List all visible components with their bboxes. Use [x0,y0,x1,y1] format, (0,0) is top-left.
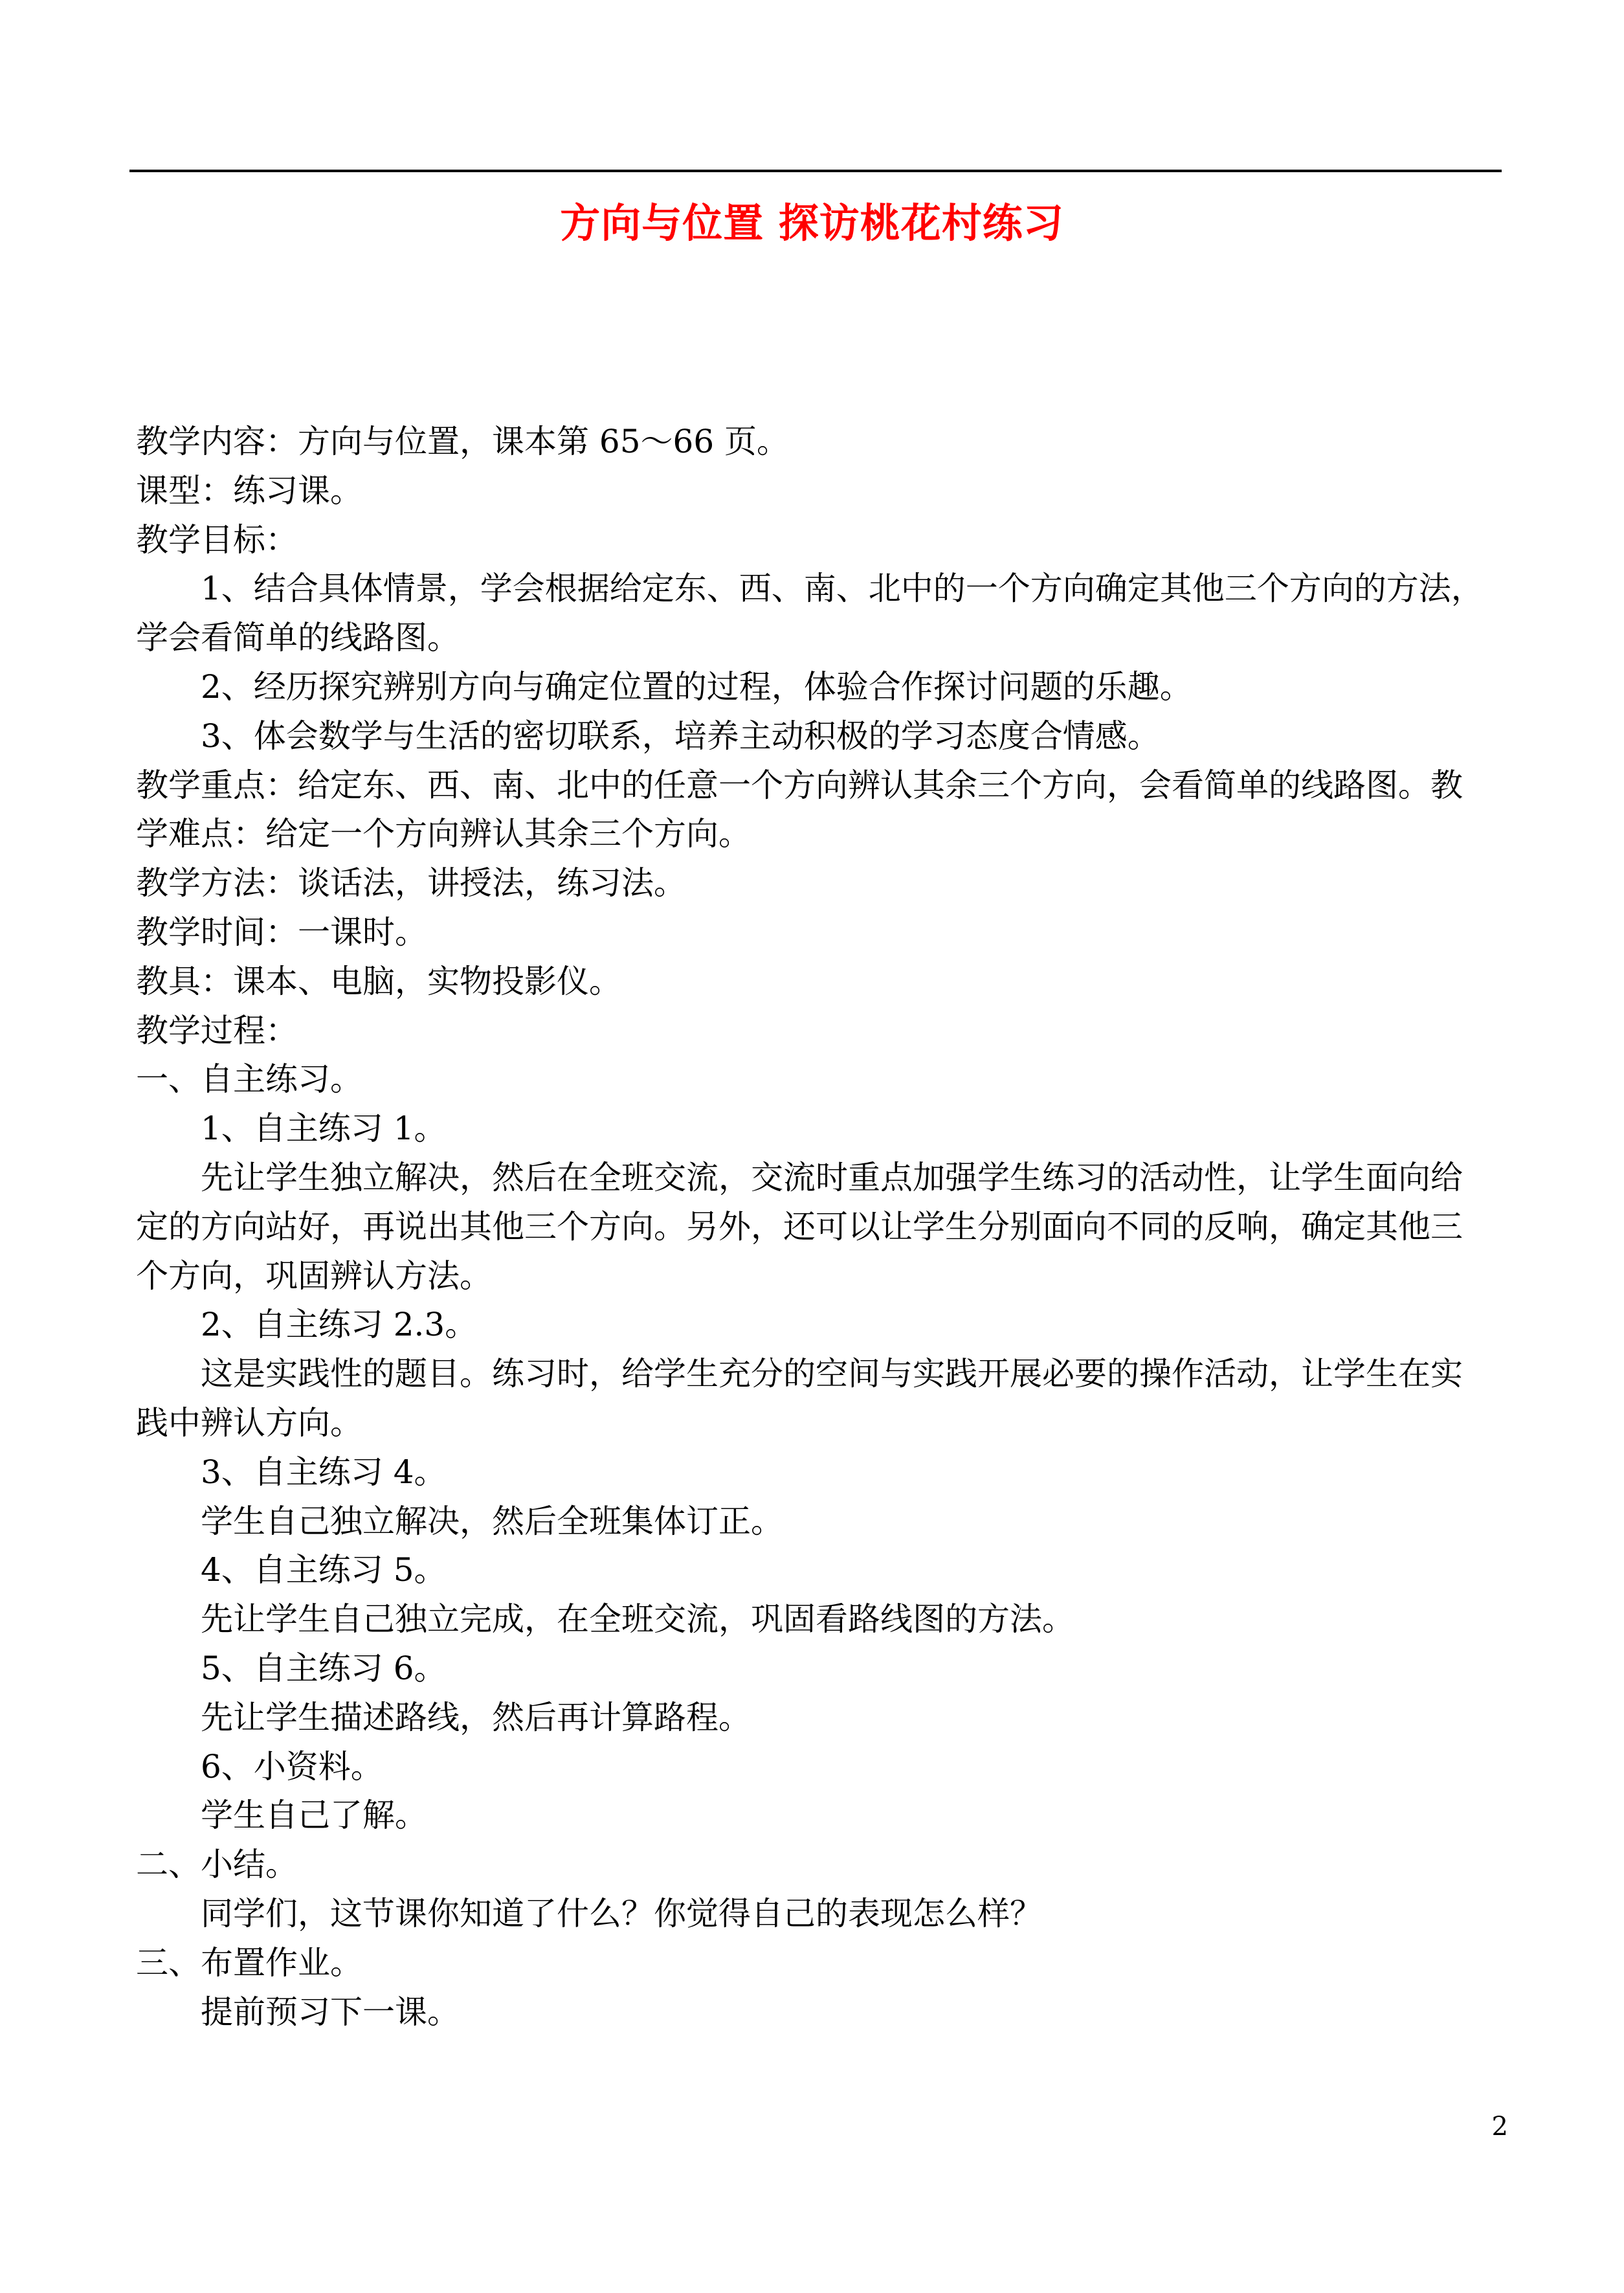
body-line: 3、自主练习 4。 [201,1453,447,1491]
body-line: 学会看简单的线路图。 [136,619,460,657]
body-line: 4、自主练习 5。 [201,1551,447,1589]
body-line: 学生自己了解。 [201,1796,427,1835]
body-line: 教学重点：给定东、西、南、北中的任意一个方向辨认其余三个方向，会看简单的线路图。教 [136,766,1463,804]
body-line: 提前预习下一课。 [201,1993,460,2031]
document-body [136,418,1495,2037]
body-line: 1、结合具体情景，学会根据给定东、西、南、北中的一个方向确定其他三个方向的方法， [201,570,1484,608]
body-line: 教学过程： [136,1011,298,1049]
body-line: 6、小资料。 [201,1747,383,1785]
body-line: 先让学生描述路线，然后再计算路程。 [201,1698,751,1736]
body-line: 学生自己独立解决，然后全班集体订正。 [201,1502,783,1540]
body-line: 一、自主练习。 [136,1060,362,1099]
body-line: 课型：练习课。 [136,471,362,509]
body-line: 学难点：给定一个方向辨认其余三个方向。 [136,815,751,853]
body-line: 定的方向站好，再说出其他三个方向。另外，还可以让学生分别面向不同的反响，确定其他三 [136,1207,1463,1246]
body-line: 教学内容：方向与位置，课本第 65～66 页。 [136,423,790,460]
header-rule [129,170,1502,172]
body-line: 三、布置作业。 [136,1943,362,1982]
body-line: 这是实践性的题目。练习时，给学生充分的空间与实践开展必要的操作活动，让学生在实 [201,1355,1463,1393]
body-line: 教学目标： [136,520,298,559]
body-line: 二、小结。 [136,1846,298,1884]
body-line: 同学们，这节课你知道了什么？你觉得自己的表现怎么样？ [201,1894,1042,1932]
page-number: 2 [1491,2112,1508,2142]
body-line: 先让学生独立解决，然后在全班交流，交流时重点加强学生练习的活动性，让学生面向给 [201,1158,1463,1196]
body-line: 个方向，巩固辨认方法。 [136,1257,492,1295]
body-line: 教学时间：一课时。 [136,913,427,951]
body-line: 践中辨认方向。 [136,1404,362,1442]
body-line: 2、自主练习 2.3。 [201,1306,478,1344]
body-line: 3、体会数学与生活的密切联系，培养主动积极的学习态度合情感。 [201,717,1160,755]
body-line: 先让学生自己独立完成，在全班交流，巩固看路线图的方法。 [201,1600,1074,1639]
body-line: 1、自主练习 1。 [201,1110,447,1148]
body-line: 教学方法：谈话法，讲授法，练习法。 [136,864,686,902]
body-line: 教具：课本、电脑，实物投影仪。 [136,962,621,1000]
body-line: 2、经历探究辨别方向与确定位置的过程，体验合作探讨问题的乐趣。 [201,667,1192,706]
document-title: 方向与位置 探访桃花村练习 [560,199,1064,247]
body-line: 5、自主练习 6。 [201,1649,447,1687]
